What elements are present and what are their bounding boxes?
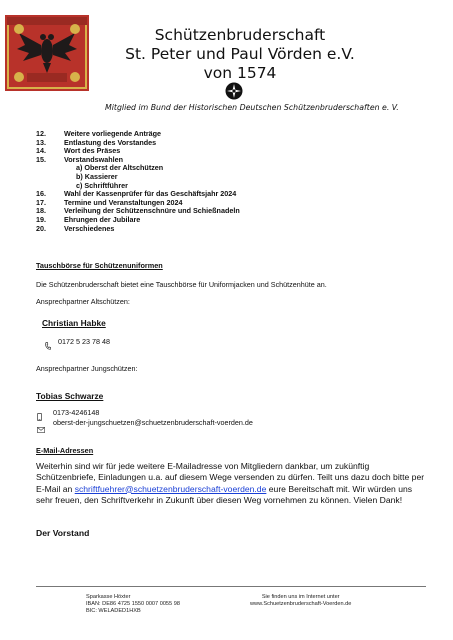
senior-contact-name: Christian Habke xyxy=(42,318,106,328)
agenda-number: 12. xyxy=(36,129,46,138)
junior-contact-label: Ansprechpartner Jungschützen: xyxy=(36,364,138,373)
agenda-number: 16. xyxy=(36,189,46,199)
footer-iban: IBAN: DE86 4725 1550 0007 0055 98 xyxy=(86,601,180,607)
mobile-phone-icon xyxy=(37,408,42,416)
agenda-text: Entlastung des Vorstandes xyxy=(64,137,157,147)
agenda-text: a) Oberst der Altschützen xyxy=(76,163,164,173)
agenda-text: Wahl der Kassenprüfer für das Geschäftsjahr 2024 xyxy=(64,189,237,199)
title-line-1: Schützenbruderschaft xyxy=(154,26,326,44)
footer-web-block xyxy=(250,594,351,608)
agenda-subitem xyxy=(36,173,240,182)
footer-bank-name: Sparkasse Höxter xyxy=(86,594,131,600)
agenda-number xyxy=(36,164,76,173)
footer-web-label: Sie finden uns im Internet unter xyxy=(261,594,340,600)
agenda-text: Verschiedenes xyxy=(64,223,115,233)
agenda-number: 20. xyxy=(36,223,46,233)
agenda-text: c) Schriftführer xyxy=(76,180,128,190)
agenda-text: Verleihung der Schützenschnüre und Schießnadeln xyxy=(64,206,240,216)
phone-icon xyxy=(45,337,51,345)
agenda-number: 19. xyxy=(36,214,46,224)
email-text-after: eure Bereitschaft mit. Wir würden uns sehr freuen, den Schriftverkehr in Zukunft über diesen Weg vornehmen zu können. Vielen Dank! xyxy=(36,483,413,505)
agenda-number: 15. xyxy=(36,154,46,164)
junior-contact-email[interactable]: oberst-der-jungschuetzen@schuetzenbruderschaft-voerden.de xyxy=(53,418,253,427)
agenda-number: 18. xyxy=(36,206,46,216)
email-paragraph xyxy=(36,461,426,506)
banner-image xyxy=(5,15,89,91)
agenda-item xyxy=(36,225,240,234)
agenda-list xyxy=(36,130,240,233)
agenda-subitem xyxy=(36,164,240,173)
exchange-heading: Tauschbörse für Schützenuniformen xyxy=(36,261,163,270)
title-line-2: St. Peter und Paul Vörden e.V. xyxy=(125,45,355,63)
agenda-text: Weitere vorliegende Anträge xyxy=(64,129,162,138)
agenda-number: 17. xyxy=(36,197,46,207)
cross-icon xyxy=(225,82,243,100)
senior-contact-label: Ansprechpartner Altschützen: xyxy=(36,297,130,306)
junior-contact-phone[interactable]: 0173-4246148 xyxy=(53,408,100,417)
agenda-text: Ehrungen der Jubilare xyxy=(64,214,141,224)
secretary-email-link[interactable]: schriftfuehrer@schuetzenbruderschaft-voerden.de xyxy=(74,483,267,494)
junior-contact-name: Tobias Schwarze xyxy=(36,391,104,401)
agenda-text: b) Kassierer xyxy=(76,171,118,181)
envelope-icon xyxy=(37,420,45,426)
footer-bank-block xyxy=(86,594,180,615)
agenda-text: Termine und Veranstaltungen 2024 xyxy=(64,197,183,207)
agenda-number: 13. xyxy=(36,137,46,147)
senior-contact-phone[interactable]: 0172 5 23 78 48 xyxy=(58,337,110,346)
agenda-number: 14. xyxy=(36,146,46,156)
footer-bic: BIC: WELADED1HXB xyxy=(86,608,141,614)
agenda-text: Wort des Präses xyxy=(64,146,121,156)
agenda-number xyxy=(36,173,76,182)
title-line-3: von 1574 xyxy=(203,64,277,82)
membership-line: Mitglied im Bund der Historischen Deutschen Schützenbruderschaften e. V. xyxy=(105,103,399,112)
email-text-before: Weiterhin sind wir für jede weitere E-Mailadresse von Mitgliedern dankbar, um zukünftig Schützenbriefe, Einladungen u.a. auf diesem Wege versenden zu dürfen. Teilt uns dazu doch bitte per E-Mail an xyxy=(36,461,425,494)
email-heading: E-Mail-Adressen xyxy=(36,446,94,455)
footer-divider xyxy=(36,586,426,587)
exchange-text: Die Schützenbruderschaft bietet eine Tauschbörse für Uniformjacken und Schützenhüte an. xyxy=(36,280,327,289)
agenda-text: Vorstandswahlen xyxy=(64,154,123,164)
footer-web-url[interactable]: www.Schuetzenbruderschaft-Voerden.de xyxy=(250,601,352,607)
signature: Der Vorstand xyxy=(36,528,90,538)
